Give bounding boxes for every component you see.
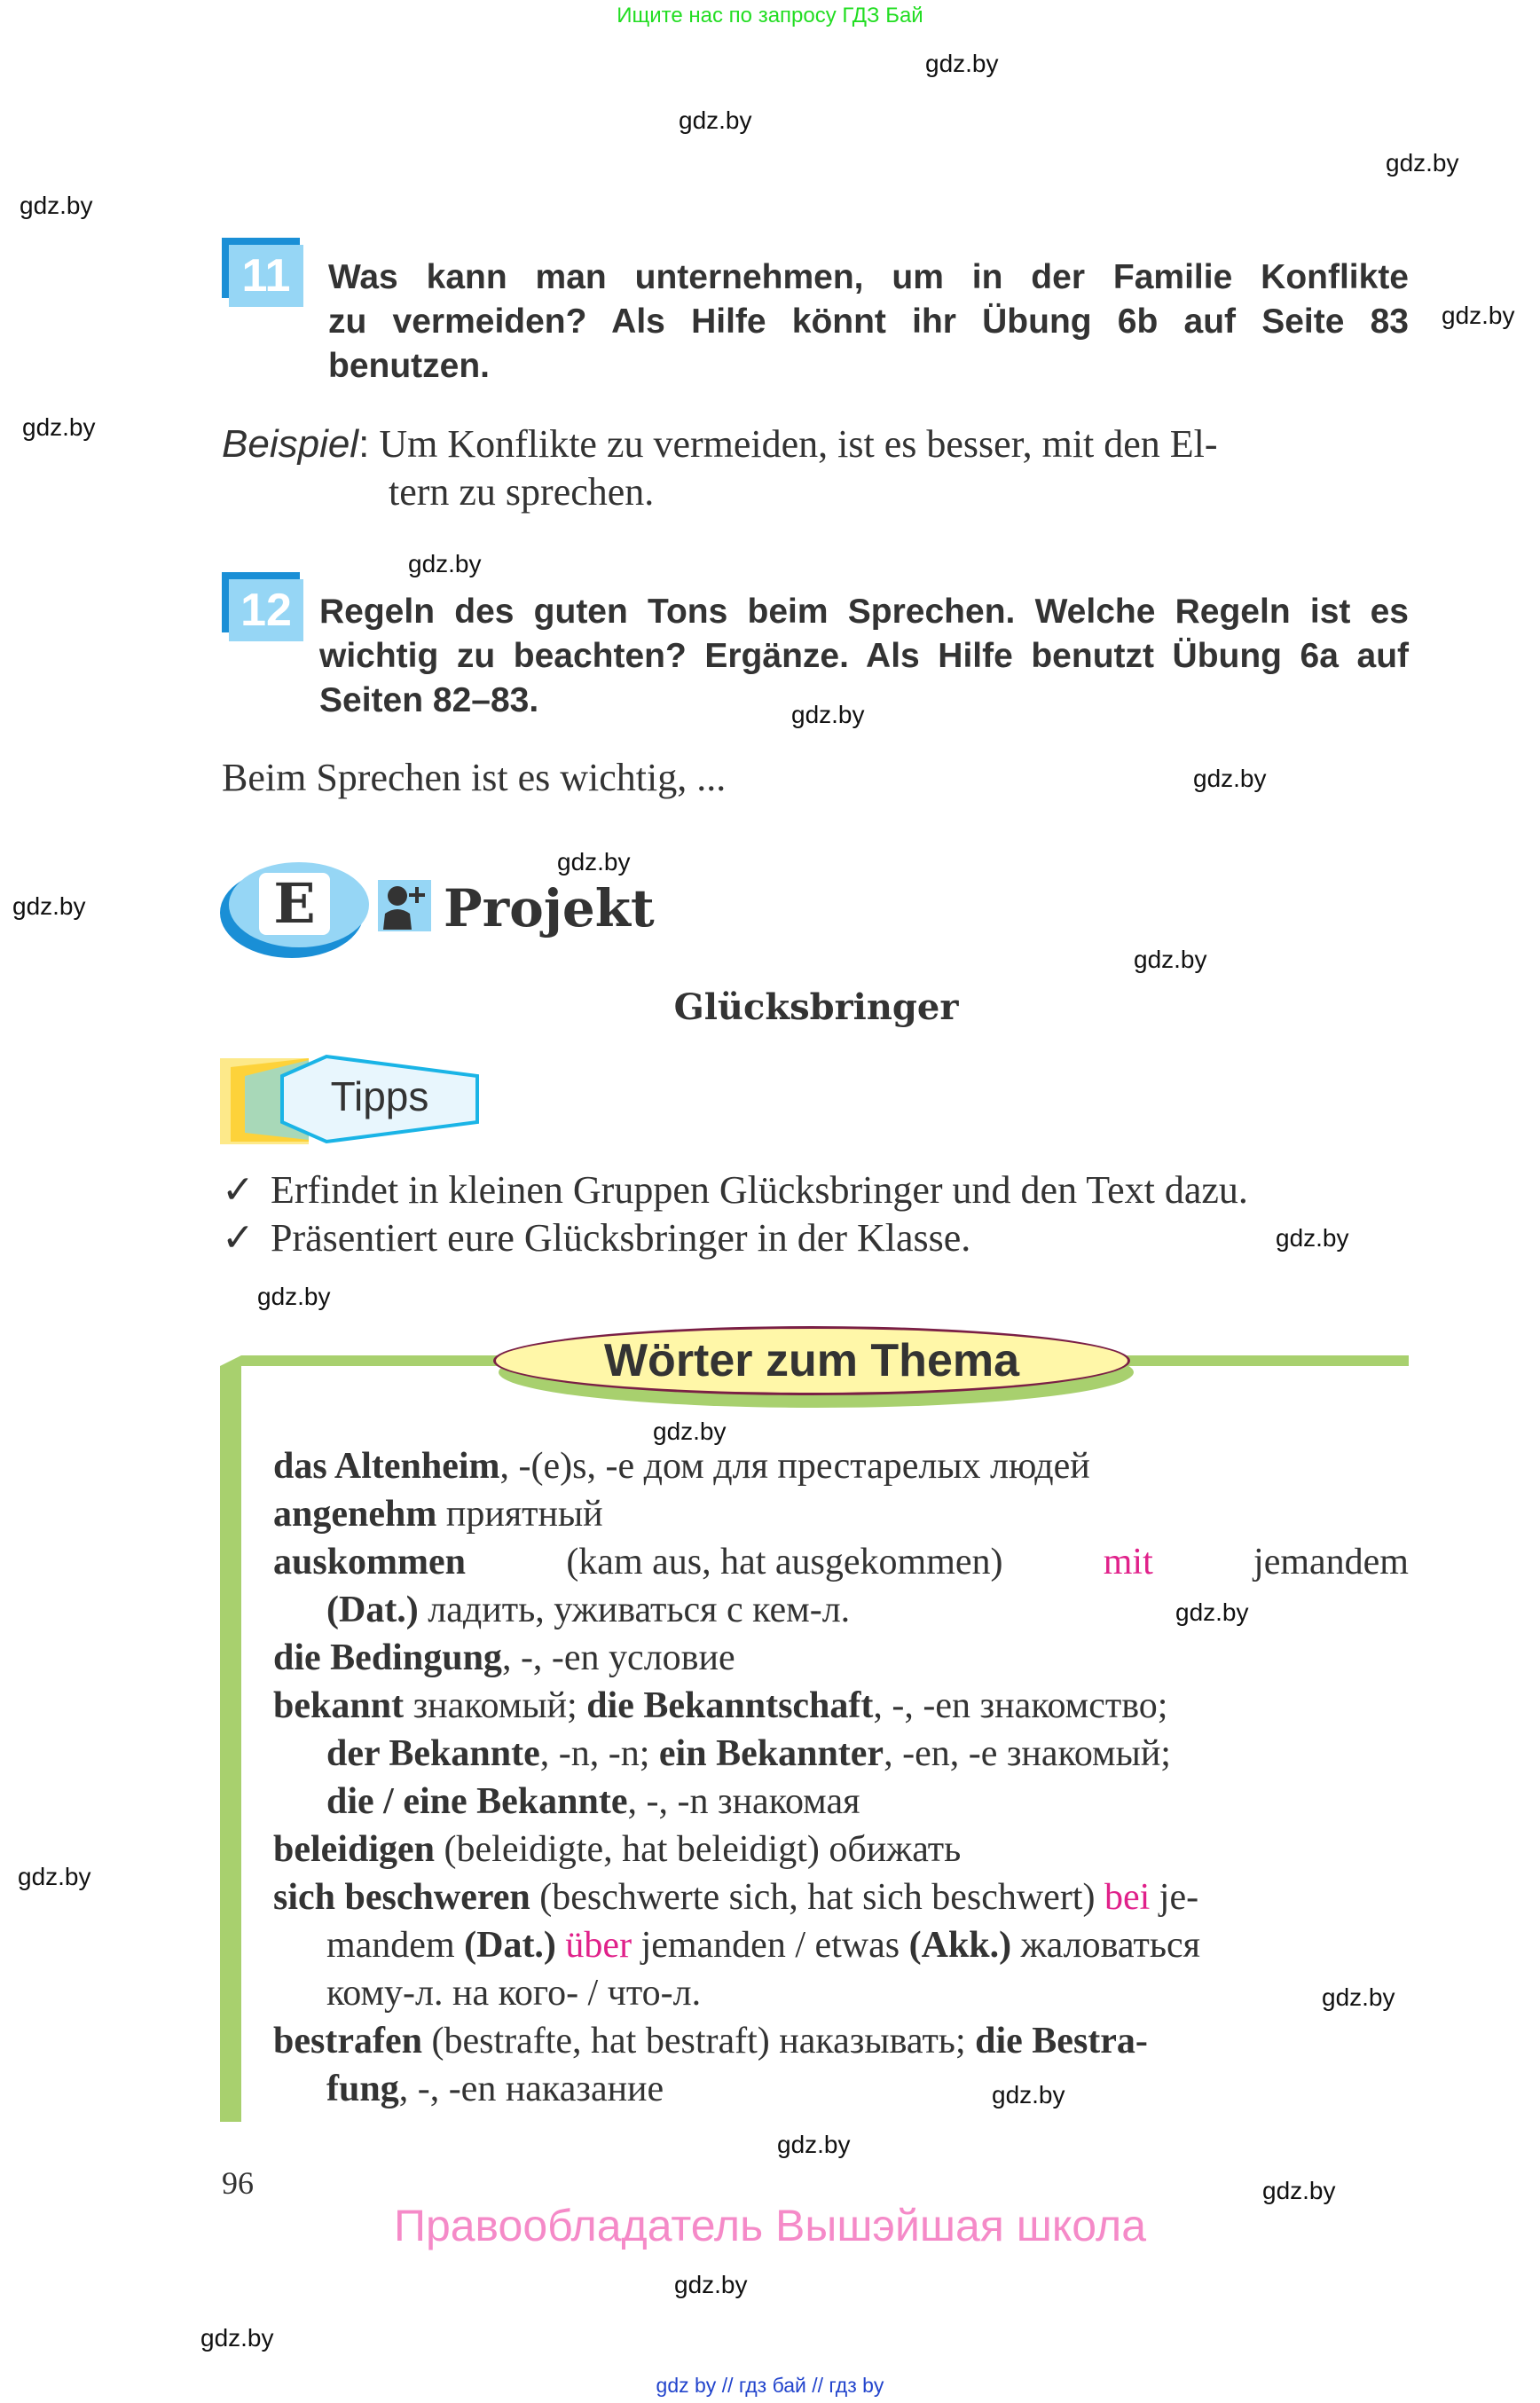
watermark: gdz.by <box>992 2081 1065 2109</box>
vocab-frame-corner <box>220 1355 241 1366</box>
tips-text: Tipps <box>330 1073 429 1119</box>
checkmark-icon: ✓ <box>222 1168 255 1212</box>
project-title: Projekt <box>444 878 655 938</box>
watermark: gdz.by <box>18 1863 91 1890</box>
task-number-badge <box>222 572 303 641</box>
watermark: gdz.by <box>20 192 93 219</box>
example-label: Beispiel <box>222 422 359 466</box>
watermark: gdz.by <box>1262 2177 1336 2204</box>
watermark: gdz.by <box>777 2131 851 2158</box>
watermark: gdz.by <box>1276 1224 1349 1252</box>
add-person-icon <box>378 880 431 931</box>
task-12-instruction: Regeln des guten Tons beim Sprechen. Welche Regeln ist es wichtig zu beachten? Ergänze. Als Hilfe benutzt Übung 6a auf Seiten 82–83. <box>319 593 1409 719</box>
vocab-entry: beleidigen (beleidigte, hat beleidigt) обижать <box>273 1829 962 1870</box>
watermark: gdz.by <box>679 106 752 134</box>
watermark: gdz.by <box>200 2324 274 2352</box>
project-subtitle: Glücksbringer <box>673 986 959 1028</box>
task-11-instruction: Was kann man unternehmen, um in der Familie Konflikte zu vermeiden? Als Hilfe könnt ihr Übung 6b auf Seite 83 benutzen. <box>328 258 1409 385</box>
vocab-entry: sich beschweren (beschwerte sich, hat sich beschwert) bei je- <box>273 1877 1199 1918</box>
watermark: gdz.by <box>1134 946 1207 973</box>
checkmark-icon: ✓ <box>222 1216 255 1260</box>
task-number: 12 <box>229 579 303 641</box>
watermark: gdz.by <box>1386 149 1459 177</box>
preposition: bei <box>1104 1877 1151 1918</box>
watermark: gdz.by <box>1442 302 1515 329</box>
footer-links[interactable]: gdz by // гдз бай // гдз by <box>656 2374 884 2397</box>
watermark: gdz.by <box>653 1417 727 1445</box>
watermark: gdz.by <box>12 892 86 920</box>
vocab-entry: bekannt знакомый; die Bekanntschaft, -, -en знакомство; <box>273 1685 1168 1726</box>
task-12-answer-start: Beim Sprechen ist es wichtig, ... <box>222 756 727 799</box>
page-number: 96 <box>222 2165 254 2201</box>
vocab-entry: das Altenheim, -(e)s, -e дом для престарелых людей <box>273 1446 1090 1487</box>
vocab-banner <box>493 1326 1134 1408</box>
search-hint: Ищите нас по запросу ГДЗ Бай <box>617 4 923 27</box>
watermark: gdz.by <box>925 50 999 77</box>
watermark: gdz.by <box>22 413 96 441</box>
watermark: gdz.by <box>557 848 631 876</box>
tip-item: ✓ Erfindet in kleinen Gruppen Glücksbringer und den Text dazu. <box>222 1168 1248 1212</box>
task-number-badge <box>222 238 303 307</box>
watermark: gdz.by <box>674 2271 748 2298</box>
task-11-example: Beispiel: Um Konflikte zu vermeiden, ist es besser, mit den El- tern zu sprechen. <box>222 422 1218 514</box>
watermark: gdz.by <box>791 701 865 728</box>
vocab-title: Wörter zum Thema <box>493 1326 1130 1395</box>
task-number: 11 <box>229 245 303 307</box>
watermark: gdz.by <box>1193 765 1267 792</box>
vocab-entry: bestrafen (bestrafte, hat bestraft) наказывать; die Bestra- <box>273 2021 1148 2061</box>
preposition: über <box>565 1925 632 1966</box>
preposition: mit <box>1103 1542 1153 1582</box>
vocab-entry: angenehm приятный <box>273 1494 603 1535</box>
vocab-frame-left <box>220 1355 241 2122</box>
e-level-logo <box>220 862 369 958</box>
watermark: gdz.by <box>1322 1983 1395 2011</box>
watermark: gdz.by <box>1175 1598 1249 1626</box>
tip-item: ✓ Präsentiert eure Glücksbringer in der Klasse. <box>222 1216 971 1260</box>
vocab-entry: auskommen (kam aus, hat ausgekommen) mit jemandem <box>273 1538 1409 1586</box>
copyright-holder: Правообладатель Вышэйшая школа <box>394 2201 1146 2250</box>
e-letter: E <box>259 873 330 935</box>
watermark: gdz.by <box>408 550 482 577</box>
vocab-entry: die Bedingung, -, -en условие <box>273 1637 735 1678</box>
tips-label <box>220 1051 486 1144</box>
watermark: gdz.by <box>257 1283 331 1310</box>
vocab-list: das Altenheim, -(e)s, -e дом для престарелых людей angenehm приятный auskommen (kam aus, hat ausgekommen) mit jemandem (Dat.) ладить, уживаться с кем-л. die Bedingung, -, -en условие bekannt знакомый; die Bekanntschaft, -, -en знакомство; der Bekannte, -n, -n; ein Bekannter, -en, -e знакомый; die / eine Bekannte, -, -n знакомая beleidigen (beleidigte, hat beleidigt) обижать sich beschweren (beschwerte sich, hat sich beschwert) bei je- mandem (Dat.) über jemanden / etwas (Akk.) жаловаться кому-л. на кого- / что-л. bestrafen (bestrafte, hat bestraft) наказывать; die Bestra- fung, -, -en наказание <box>273 1442 1409 2113</box>
